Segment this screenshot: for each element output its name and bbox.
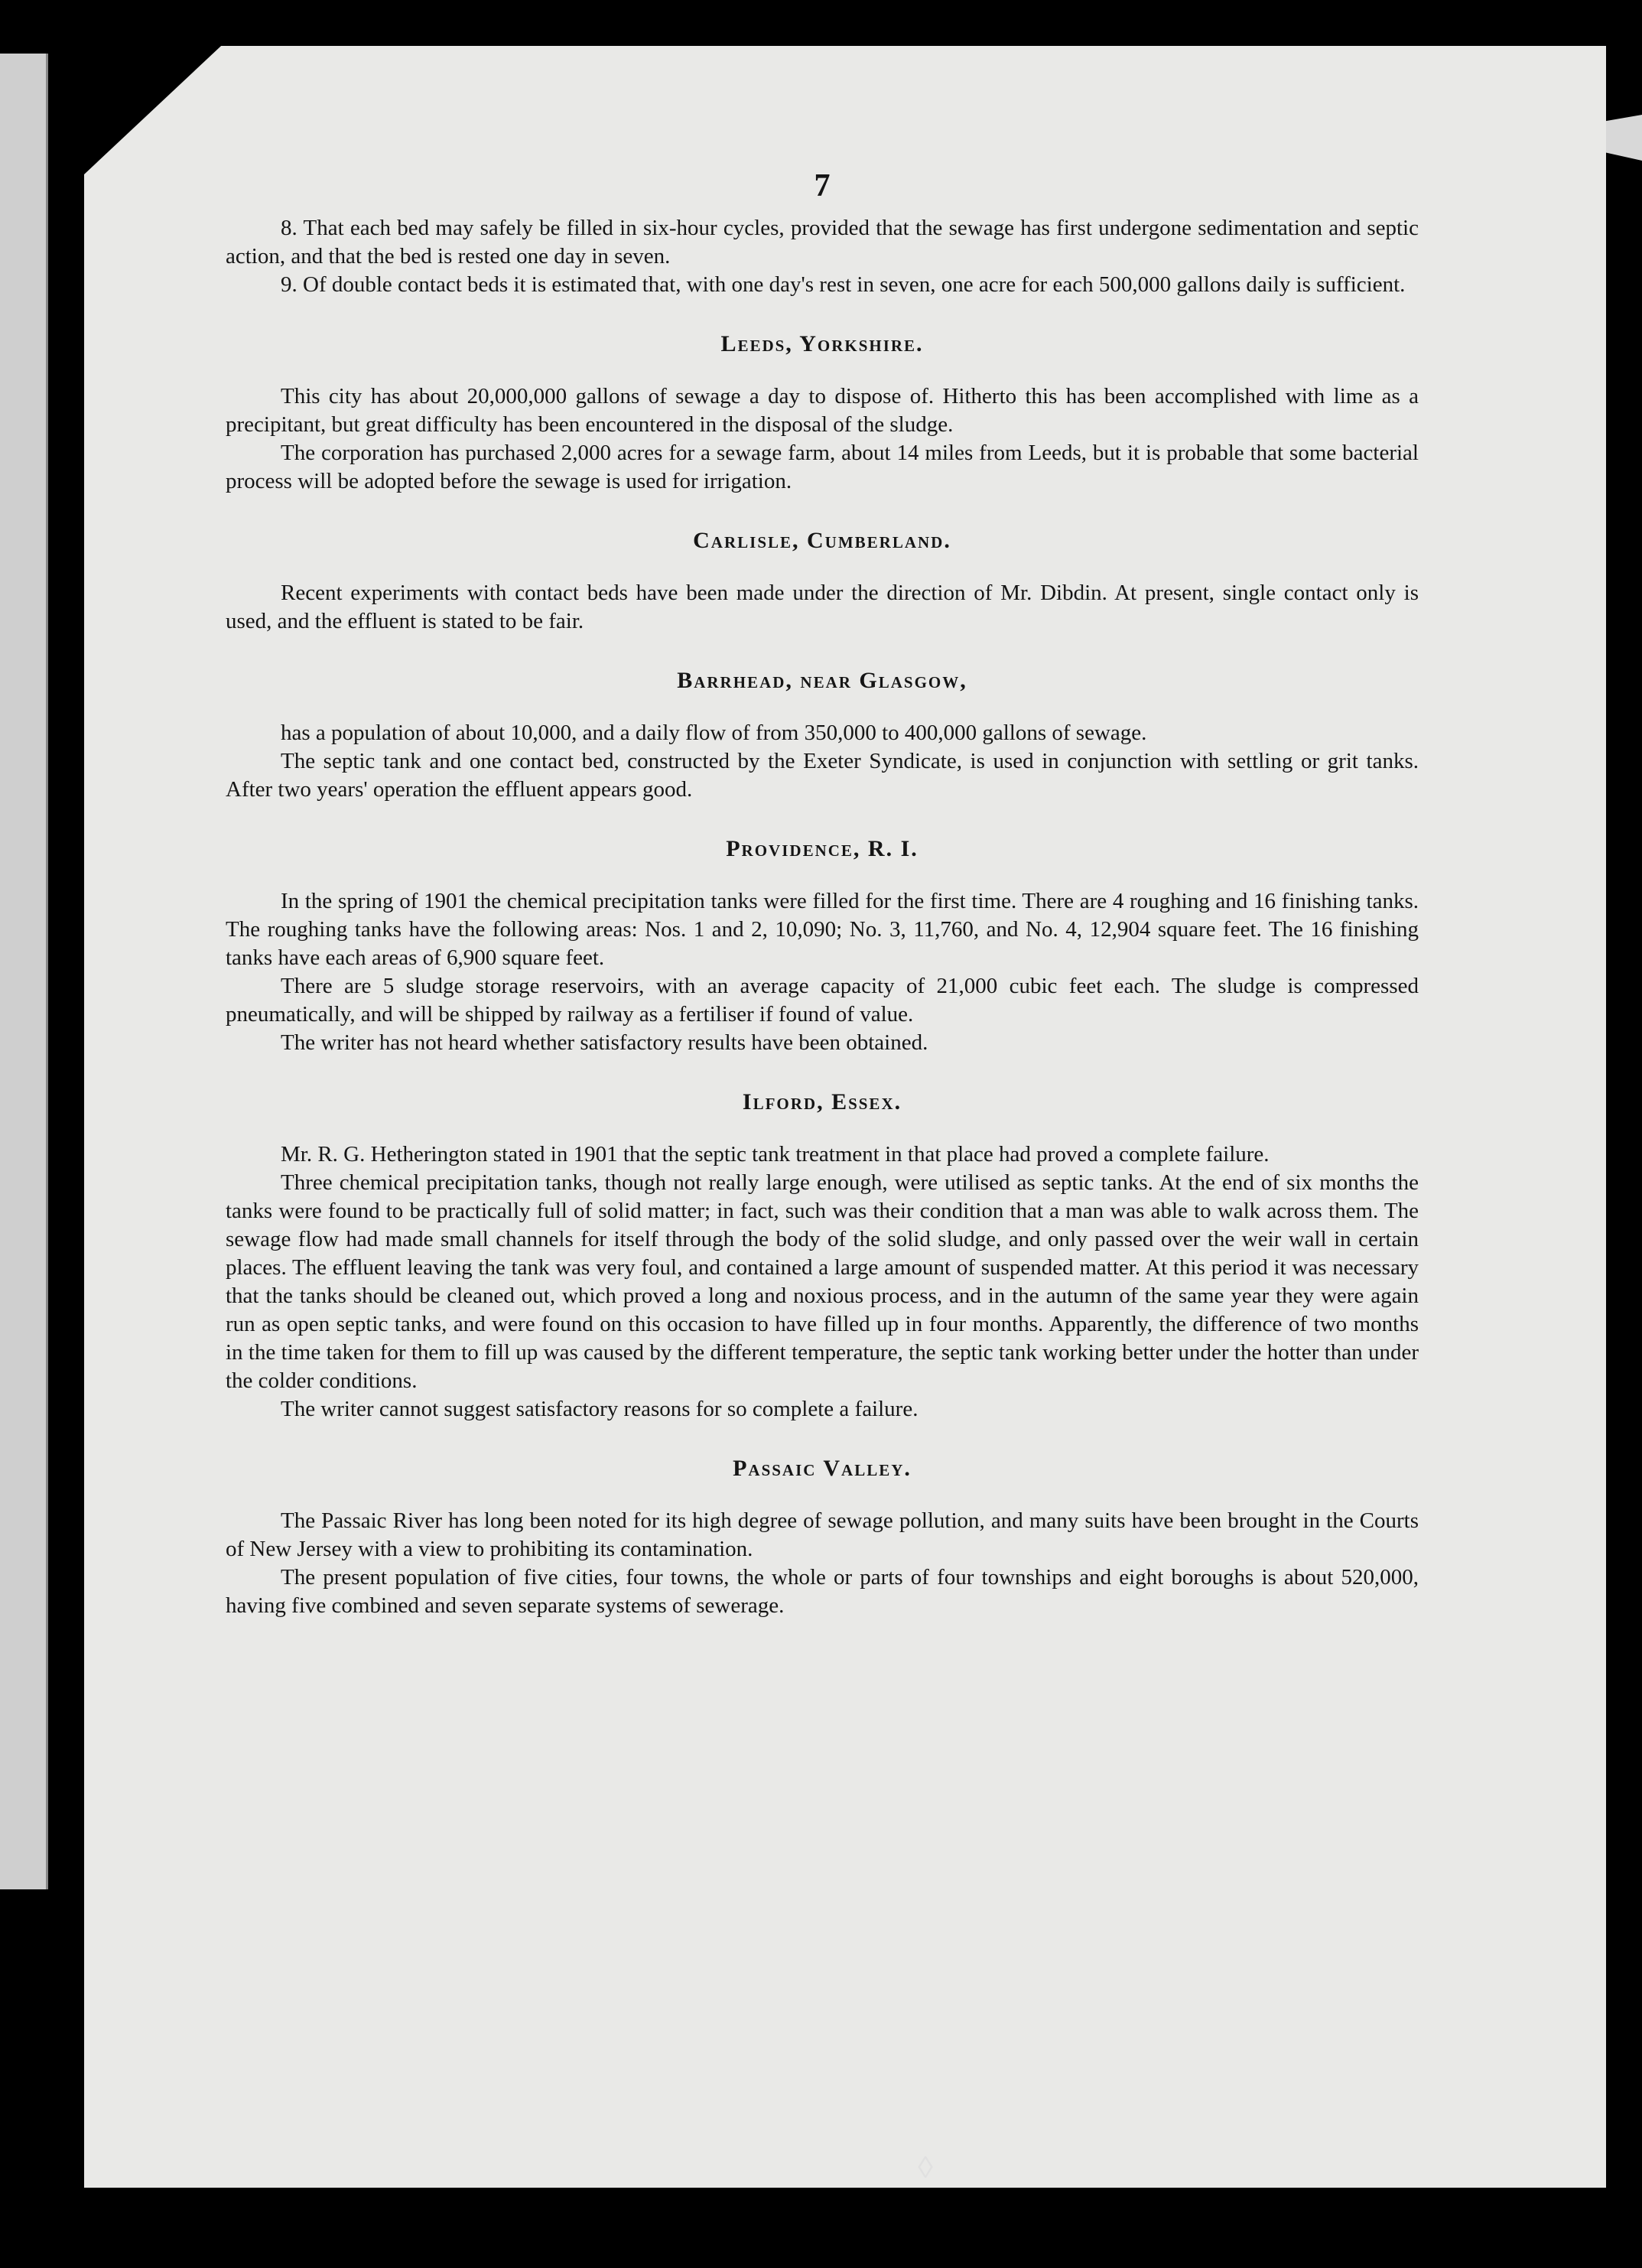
paragraph: The present population of five cities, four towns, the whole or parts of four townships and eight boroughs is about 520,000, having five combined and seven separate systems of sewerage.: [226, 1565, 1419, 1618]
page-content: [226, 168, 1419, 1620]
scan-mark-icon: ◊: [918, 2150, 933, 2185]
paragraph: The writer has not heard whether satisfactory results have been obtained.: [281, 1030, 928, 1055]
paragraph: In the spring of 1901 the chemical precipitation tanks were filled for the first time. There are 4 roughing and 16 finishing tanks. The roughing tanks have the following areas: Nos. 1 and 2, 10,090; No. 3, 11,760, and No. 4, 12,904 square feet. The 16 finishing tanks have each areas of 6,900 square feet.: [226, 889, 1419, 970]
section-heading: Ilford, Essex.: [742, 1089, 902, 1114]
paragraph: The Passaic River has long been noted for its high degree of sewage pollution, and many suits have been brought in the Courts of New Jersey with a view to prohibiting its contamination.: [226, 1508, 1419, 1561]
paragraph: This city has about 20,000,000 gallons of sewage a day to dispose of. Hitherto this has been accomplished with lime as a precipitant, but great difficulty has been encountered in the disposal of the sludge.: [226, 384, 1419, 437]
section-heading: Carlisle, Cumberland.: [693, 528, 951, 553]
facing-page-edge: [0, 54, 48, 1889]
page-number: 7: [814, 168, 831, 203]
paragraph: There are 5 sludge storage reservoirs, with an average capacity of 21,000 cubic feet each. The sludge is compressed pneumatically, and will be shipped by railway as a fertiliser if found of value.: [226, 974, 1419, 1027]
section-heading: Passaic Valley.: [733, 1456, 912, 1481]
paragraph: Three chemical precipitation tanks, though not really large enough, were utilised as septic tanks. At the end of six months the tanks were found to be practically full of solid matter; in fact, such was their condition that a man was able to walk across them. The sewage flow had made small channels for itself through the body of the solid sludge, and only passed over the weir wall in certain places. The effluent leaving the tank was very foul, and contained a large amount of suspended matter. At this period it was necessary that the tanks should be cleaned out, which proved a long and noxious process, and in the autumn of the same year they were again run as open septic tanks, and were found on this occasion to have filled up in four months. Apparently, the difference of two months in the time taken for them to fill up was caused by the different temperature, the septic tank working better under the hotter than under the colder conditions.: [226, 1170, 1419, 1393]
paragraph: The corporation has purchased 2,000 acres for a sewage farm, about 14 miles from Leeds, but it is probable that some bacterial process will be adopted before the sewage is used for irrigation.: [226, 441, 1419, 493]
paragraph: The writer cannot suggest satisfactory reasons for so complete a failure.: [281, 1397, 919, 1421]
paragraph: 8. That each bed may safely be filled in six-hour cycles, provided that the sewage has first undergone sedimentation and septic action, and that the bed is rested one day in seven.: [226, 216, 1419, 268]
paragraph: Recent experiments with contact beds have been made under the direction of Mr. Dibdin. At present, single contact only is used, and the effluent is stated to be fair.: [226, 581, 1419, 633]
section-heading: Leeds, Yorkshire.: [720, 331, 924, 356]
paragraph: has a population of about 10,000, and a daily flow of from 350,000 to 400,000 gallons of sewage.: [281, 721, 1147, 745]
paragraph: 9. Of double contact beds it is estimated that, with one day's rest in seven, one acre for each 500,000 gallons daily is sufficient.: [281, 272, 1406, 297]
section-heading: Providence, R. I.: [726, 836, 919, 861]
paragraph: The septic tank and one contact bed, constructed by the Exeter Syndicate, is used in conjunction with settling or grit tanks. After two years' operation the effluent appears good.: [226, 749, 1419, 802]
paragraph: Mr. R. G. Hetherington stated in 1901 that the septic tank treatment in that place had proved a complete failure.: [281, 1142, 1270, 1167]
section-heading: Barrhead, near Glasgow,: [677, 668, 967, 693]
